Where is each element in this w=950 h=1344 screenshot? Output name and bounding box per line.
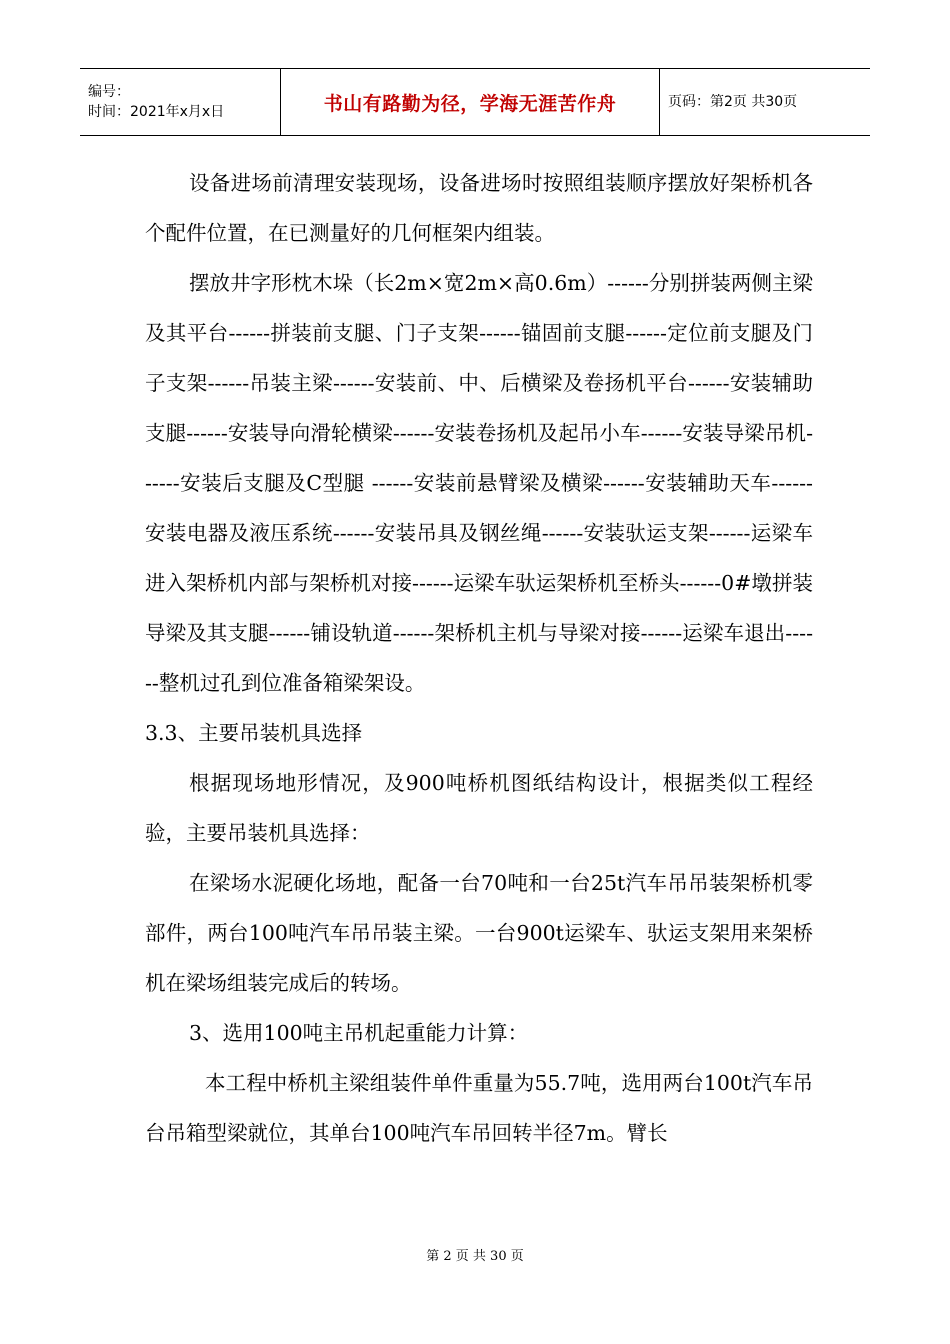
page-footer: 第 2 页 共 30 页 xyxy=(426,1249,524,1264)
header-page-cell xyxy=(660,69,871,136)
paragraph-crane-calculation: 本工程中桥机主梁组装件单件重量为55.7吨，选用两台100t汽车吊台吊箱型梁就位，其单台100吨汽车吊回转半径7m。臂长 xyxy=(145,1071,813,1145)
header-motto: 书山有路勤为径，学海无涯苦作舟 xyxy=(323,92,617,115)
paragraph-equipment-basis: 根据现场地形情况，及900吨桥机图纸结构设计，根据类似工程经验，主要吊装机具选择： xyxy=(145,771,813,845)
paragraph-crane-allocation: 在梁场水泥硬化场地，配备一台70吨和一台25t汽车吊吊装架桥机零部件，两台100吨汽车吊吊装主梁。一台900t运梁车、驮运支架用来架桥机在梁场组装完成后的转场。 xyxy=(145,871,813,995)
document-header xyxy=(80,68,870,136)
section-heading-3-3: 3.3、主要吊装机具选择 xyxy=(145,721,363,745)
document-number-label: 编号： xyxy=(88,84,130,100)
subheading-crane-capacity: 3、选用100吨主吊机起重能力计算： xyxy=(189,1021,529,1045)
document-date: 时间：2021年x月x日 xyxy=(88,104,225,120)
header-page-info: 页码：第2页 共30页 xyxy=(668,94,798,110)
paragraph-assembly-sequence: 摆放井字形枕木垛（长2m×宽2m×高0.6m）------分别拼装两侧主梁及其平台------拼装前支腿、门子支架------锚固前支腿------定位前支腿及门子支架------吊装主梁------安装前、中、后横梁及卷扬机平台------安装辅助支腿------安装导向滑轮横梁------安装卷扬机及起吊小车------安装导梁吊机------安装后支腿及C型腿 ------安装前悬臂梁及横梁------安装辅助天车------安装电器及液压系统------安装吊具及钢丝绳------安装驮运支架------运梁车进入架桥机内部与架桥机对接------运梁车驮运架桥机至桥头------0#墩拼装导梁及其支腿------铺设轨道------架桥机主机与导梁对接------运梁车退出------整机过孔到位准备箱梁架设。 xyxy=(145,271,813,695)
paragraph-site-prep: 设备进场前清理安装现场，设备进场时按照组装顺序摆放好架桥机各个配件位置，在已测量好的几何框架内组装。 xyxy=(145,171,813,245)
header-motto-cell xyxy=(281,69,660,136)
header-meta-cell xyxy=(80,69,281,136)
document-body xyxy=(145,158,813,1158)
